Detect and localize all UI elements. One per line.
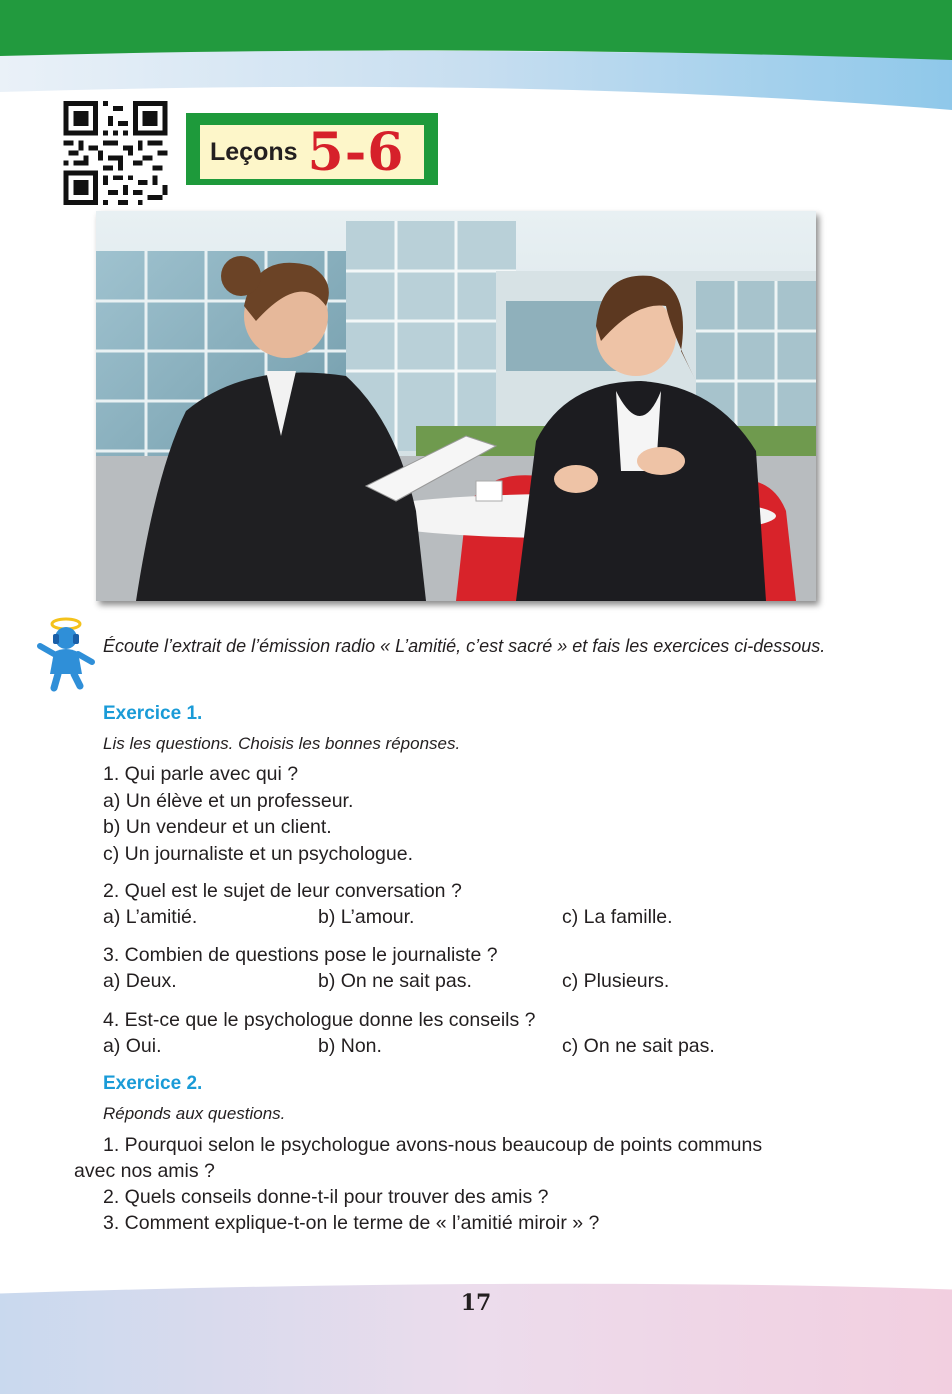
bottom-decorative-band — [0, 1270, 952, 1394]
answer-1b: b) Un vendeur et un client. — [103, 816, 332, 838]
listening-instruction: Écoute l’extrait de l’émission radio « L’amitié, c’est sacré » et fais les exercices ci-dessous. — [103, 636, 826, 656]
answer-4a: a) Oui. — [103, 1035, 162, 1057]
qr-code — [63, 101, 168, 205]
ex2-question-1-continued: avec nos amis ? — [74, 1160, 215, 1182]
page-number: 17 — [460, 1290, 492, 1316]
answer-2c: c) La famille. — [562, 906, 673, 928]
answer-3c: c) Plusieurs. — [562, 970, 670, 992]
answer-1a: a) Un élève et un professeur. — [103, 790, 354, 812]
interview-photo — [96, 211, 816, 601]
answer-2a: a) L’amitié. — [103, 906, 198, 928]
lesson-word: Leçons — [210, 137, 298, 166]
answer-3a: a) Deux. — [103, 970, 177, 992]
answer-4b: b) Non. — [318, 1035, 382, 1057]
exercise-1-instruction: Lis les questions. Choisis les bonnes réponses. — [103, 734, 461, 753]
answer-1c: c) Un journaliste et un psychologue. — [103, 843, 414, 865]
listening-icon — [36, 612, 98, 692]
ex2-question-1: 1. Pourquoi selon le psychologue avons-nous beaucoup de points communs — [103, 1134, 763, 1156]
answer-2b: b) L’amour. — [318, 906, 415, 928]
question-1: 1. Qui parle avec qui ? — [103, 763, 299, 785]
answer-4c: c) On ne sait pas. — [562, 1035, 715, 1057]
ex2-question-3: 3. Comment explique-t-on le terme de « l’amitié miroir » ? — [103, 1212, 600, 1234]
exercise-2-title: Exercice 2. — [103, 1073, 203, 1094]
ex2-question-2: 2. Quels conseils donne-t-il pour trouver des amis ? — [103, 1186, 549, 1208]
top-decorative-band — [0, 0, 952, 110]
exercise-1-title: Exercice 1. — [103, 703, 203, 724]
question-3: 3. Combien de questions pose le journaliste ? — [103, 944, 498, 966]
lesson-number: 5-6 — [307, 122, 405, 183]
question-4: 4. Est-ce que le psychologue donne les conseils ? — [103, 1009, 536, 1031]
answer-3b: b) On ne sait pas. — [318, 970, 472, 992]
exercise-2-instruction: Réponds aux questions. — [103, 1104, 286, 1123]
lesson-title-box — [186, 113, 438, 185]
question-2: 2. Quel est le sujet de leur conversation ? — [103, 880, 462, 902]
